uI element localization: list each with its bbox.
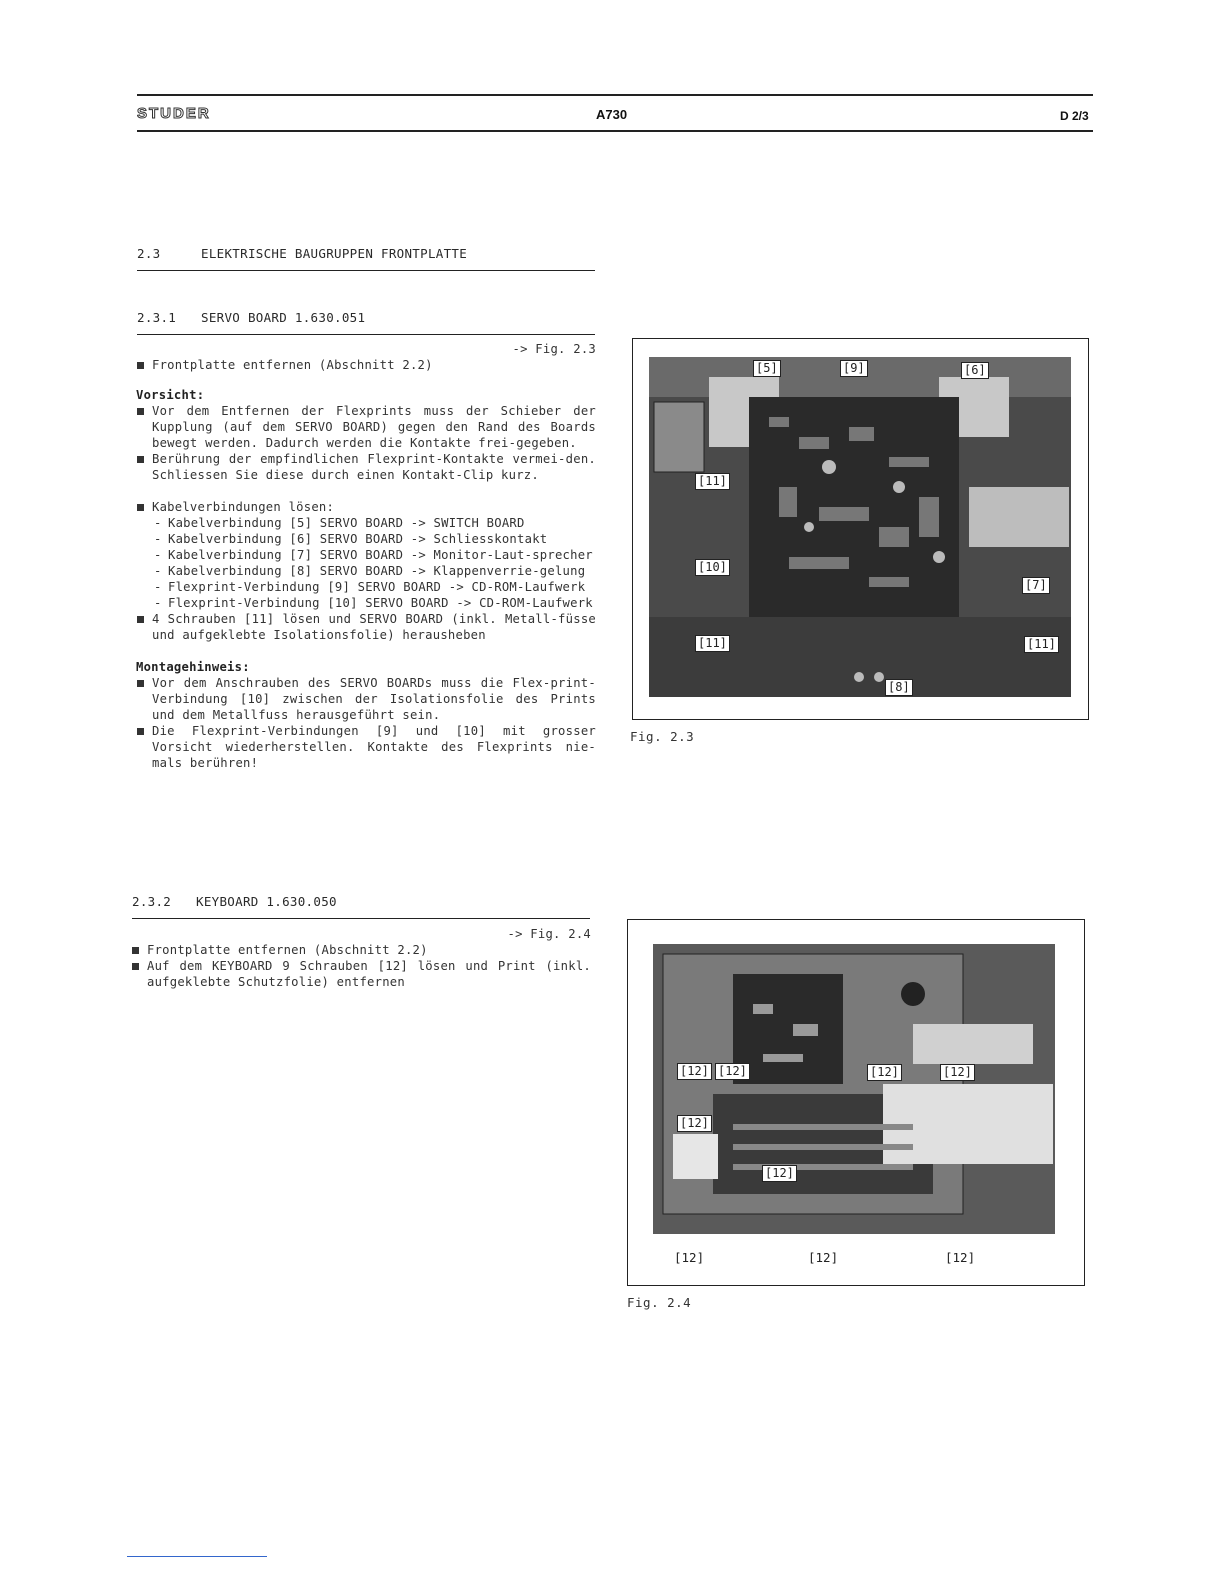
mount-item: Vor dem Anschrauben des SERVO BOARDs muss die Flex-print-Verbindung [10] zwischen der Isolationsfolie des Prints und dem Metallfuss herausgeführt sein.: [136, 675, 596, 723]
figure-caption: Fig. 2.4: [627, 1295, 692, 1310]
label-12: [12]: [674, 1250, 705, 1265]
label-11: [11]: [695, 473, 730, 490]
label-12: [12]: [867, 1064, 902, 1081]
mount-item: Die Flexprint-Verbindungen [9] und [10] mit grosser Vorsicht wiederherstellen. Kontakte des Flexprints nie-mals berühren!: [136, 723, 596, 771]
label-12: [12]: [945, 1250, 976, 1265]
header-bottom-rule: [137, 130, 1093, 132]
label-7: [7]: [1022, 577, 1050, 594]
cable-item: - Flexprint-Verbindung [10] SERVO BOARD -> CD-ROM-Laufwerk: [136, 595, 596, 611]
section-number: 2.3.2: [132, 894, 172, 909]
figure-caption: Fig. 2.3: [630, 729, 695, 744]
page-number: D 2/3: [1060, 109, 1089, 123]
section-heading-2-3-1: [137, 310, 365, 325]
keyboard-photo-art: [653, 944, 1055, 1234]
section-number: 2.3.1: [137, 310, 177, 325]
fig-reference: -> Fig. 2.3: [512, 342, 596, 356]
mount-heading: Montagehinweis:: [136, 660, 250, 674]
section-title: KEYBOARD 1.630.050: [196, 894, 337, 909]
section-title: ELEKTRISCHE BAUGRUPPEN FRONTPLATTE: [201, 246, 468, 261]
keyboard-instructions: [131, 926, 591, 990]
label-11: [11]: [695, 635, 730, 652]
fig-reference: -> Fig. 2.4: [507, 927, 591, 941]
section-rule: [137, 270, 595, 271]
servo-board-instructions: [136, 341, 596, 771]
studer-logo: [137, 106, 227, 120]
label-12: [12]: [762, 1165, 797, 1182]
header-top-rule: [137, 94, 1093, 96]
keyboard-photo: [653, 944, 1055, 1234]
cable-item: - Flexprint-Verbindung [9] SERVO BOARD -> CD-ROM-Laufwerk: [136, 579, 596, 595]
section-heading-2-3-2: [132, 894, 337, 909]
label-12: [12]: [715, 1063, 750, 1080]
cable-item: - Kabelverbindung [6] SERVO BOARD -> Schliesskontakt: [136, 531, 596, 547]
section-heading-2-3: [137, 246, 467, 261]
section-number: 2.3: [137, 246, 161, 261]
label-8: [8]: [885, 679, 913, 696]
svg-text:STUDER: STUDER: [137, 106, 211, 120]
figure-2-4-frame: [627, 919, 1085, 1286]
cable-item: - Kabelverbindung [5] SERVO BOARD -> SWITCH BOARD: [136, 515, 596, 531]
caution-heading: Vorsicht:: [136, 388, 205, 402]
section-title: SERVO BOARD 1.630.051: [201, 310, 366, 325]
section-rule: [137, 334, 595, 335]
cable-item: - Kabelverbindung [8] SERVO BOARD -> Klappenverrie-gelung: [136, 563, 596, 579]
label-12: [12]: [677, 1115, 712, 1132]
model-name: A730: [596, 107, 628, 122]
cable-item: - Kabelverbindung [7] SERVO BOARD -> Monitor-Laut-sprecher: [136, 547, 596, 563]
label-10: [10]: [695, 559, 730, 576]
figure-2-3-frame: [632, 338, 1089, 720]
section-rule: [132, 918, 590, 919]
label-6: [6]: [961, 362, 989, 379]
label-5: [5]: [753, 360, 781, 377]
step-item: Frontplatte entfernen (Abschnitt 2.2): [131, 942, 591, 958]
label-12: [12]: [677, 1063, 712, 1080]
caution-item: Berührung der empfindlichen Flexprint-Kontakte vermei-den. Schliessen Sie diese durch einen Kontakt-Clip kurz.: [136, 451, 596, 483]
caution-item: Vor dem Entfernen der Flexprints muss der Schieber der Kupplung (auf dem SERVO BOARD) gegen den Rand des Boards bewegt werden. Dadurch werden die Kontakte frei-gegeben.: [136, 403, 596, 451]
footer-line: [127, 1556, 267, 1557]
label-9: [9]: [840, 360, 868, 377]
label-12: [12]: [940, 1064, 975, 1081]
label-12: [12]: [808, 1250, 839, 1265]
cables-heading: Kabelverbindungen lösen:: [136, 499, 596, 515]
step-item: Frontplatte entfernen (Abschnitt 2.2): [136, 357, 596, 373]
step-item: 4 Schrauben [11] lösen und SERVO BOARD (inkl. Metall-füsse und aufgeklebte Isolationsfolie) herausheben: [136, 611, 596, 643]
label-11: [11]: [1024, 636, 1059, 653]
step-item: Auf dem KEYBOARD 9 Schrauben [12] lösen und Print (inkl. aufgeklebte Schutzfolie) entfernen: [131, 958, 591, 990]
